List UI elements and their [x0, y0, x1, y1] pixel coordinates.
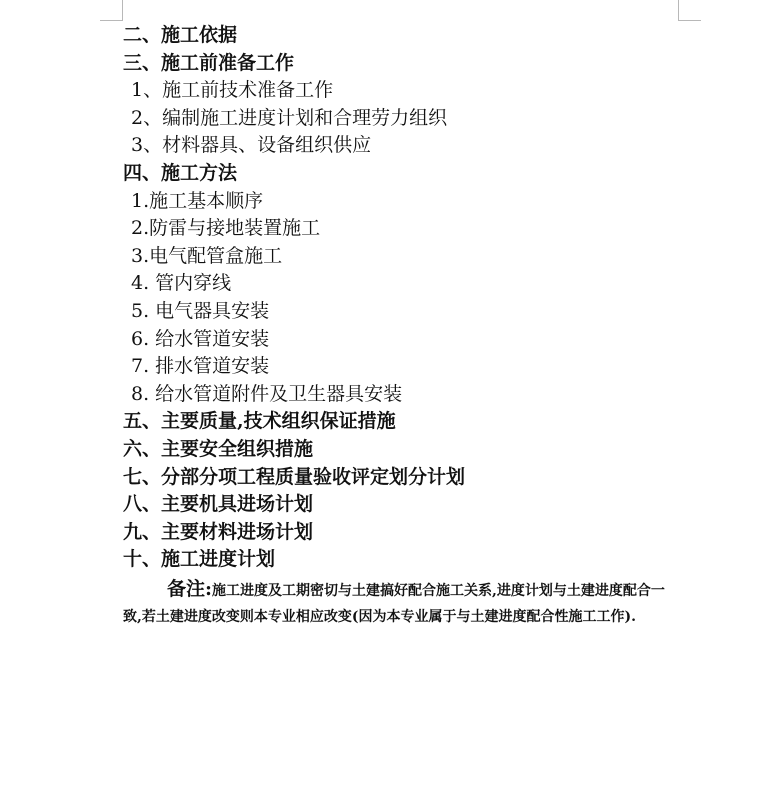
- list-item: 3、材料器具、设备组织供应: [131, 134, 372, 157]
- heading-machinery: 八、主要机具进场计划: [123, 493, 314, 516]
- note-paragraph: [123, 576, 683, 630]
- list-item: 2.防雷与接地装置施工: [131, 217, 321, 240]
- list-item: 2、编制施工进度计划和合理劳力组织: [131, 106, 448, 129]
- note-label: 备注:: [167, 577, 213, 600]
- list-item: 1、施工前技术准备工作: [131, 79, 334, 102]
- list-item: 7. 排水管道安装: [131, 355, 270, 378]
- heading-quality: 五、主要质量,技术组织保证措施: [123, 410, 396, 433]
- heading-acceptance: 七、分部分项工程质量验收评定划分计划: [123, 465, 466, 488]
- list-item: 5. 电气器具安装: [131, 299, 270, 322]
- heading-safety: 六、主要安全组织措施: [123, 437, 314, 460]
- heading-materials: 九、主要材料进场计划: [123, 520, 314, 543]
- crop-mark-top-left: [100, 0, 123, 21]
- heading-methods: 四、施工方法: [123, 161, 238, 184]
- list-item: 6. 给水管道安装: [131, 327, 270, 350]
- heading-schedule: 十、施工进度计划: [123, 548, 276, 571]
- heading-basis: 二、施工依据: [123, 24, 238, 46]
- note-text: 施工进度及工期密切与土建搞好配合施工关系,进度计划与土建进度配合一致,若土建进度改变则本专业相应改变(因为本专业属于与土建进度配合性施工工作).: [123, 582, 665, 625]
- crop-mark-top-right: [678, 0, 701, 21]
- list-item: 3.电气配管盒施工: [131, 244, 283, 267]
- list-item: 8. 给水管道附件及卫生器具安装: [131, 382, 403, 405]
- list-item: 4. 管内穿线: [131, 272, 232, 295]
- list-item: 1.施工基本顺序: [131, 189, 264, 212]
- document-body: [123, 22, 683, 630]
- heading-preparation: 三、施工前准备工作: [123, 51, 295, 74]
